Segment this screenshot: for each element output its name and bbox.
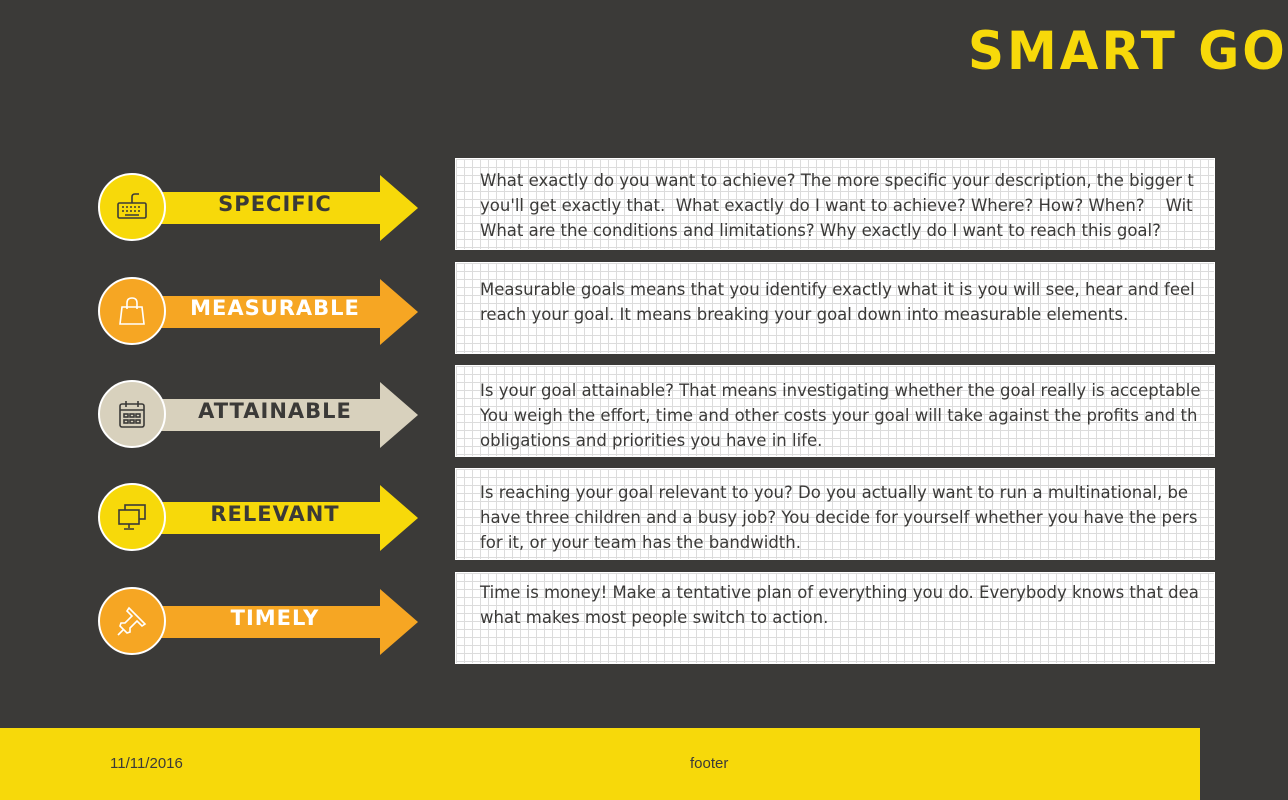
description-panel (455, 158, 1215, 250)
icon-badge (98, 173, 166, 241)
description-panel (455, 572, 1215, 664)
description-panel (455, 262, 1215, 354)
monitors-icon (115, 500, 149, 534)
description-line: What are the conditions and limitations? Why exactly do I want to reach this goal? (480, 221, 1161, 240)
row-label: RELEVANT (210, 502, 340, 526)
calendar-icon (115, 397, 149, 431)
keyboard-icon (115, 190, 149, 224)
footer-bar (0, 728, 1200, 800)
smart-row-attainable (0, 365, 1200, 463)
description-panel (455, 468, 1215, 560)
smart-row-timely (0, 572, 1200, 670)
shopping-bag-icon (115, 294, 149, 328)
description-line: You weigh the effort, time and other costs your goal will take against the profits and th (480, 406, 1198, 425)
smart-row-specific (0, 158, 1200, 256)
icon-badge (98, 587, 166, 655)
icon-badge (98, 380, 166, 448)
description-line: obligations and priorities you have in life. (480, 431, 823, 450)
description-line: Time is money! Make a tentative plan of everything you do. Everybody knows that dea (480, 583, 1199, 602)
smart-row-relevant (0, 468, 1200, 566)
description-panel (455, 365, 1215, 457)
description-line: you'll get exactly that. What exactly do I want to achieve? Where? How? When? Wit (480, 196, 1193, 215)
description-line: Measurable goals means that you identify exactly what it is you will see, hear and feel (480, 280, 1195, 299)
footer-text: footer (690, 755, 729, 772)
row-label: TIMELY (230, 606, 320, 630)
smart-row-measurable (0, 262, 1200, 360)
icon-badge (98, 277, 166, 345)
description-line: Is your goal attainable? That means investigating whether the goal really is acceptable (480, 381, 1201, 400)
row-label: SPECIFIC (218, 192, 332, 216)
footer-date: 11/11/2016 (110, 755, 183, 772)
description-line: have three children and a busy job? You decide for yourself whether you have the pers (480, 508, 1198, 527)
description-line: Is reaching your goal relevant to you? Do you actually want to run a multinational, be (480, 483, 1189, 502)
pushpin-icon (115, 604, 149, 638)
slide-title: SMART GO (968, 20, 1288, 82)
description-line: reach your goal. It means breaking your goal down into measurable elements. (480, 305, 1129, 324)
row-label: MEASURABLE (190, 296, 360, 320)
description-line: for it, or your team has the bandwidth. (480, 533, 801, 552)
row-label: ATTAINABLE (198, 399, 352, 423)
description-line: what makes most people switch to action. (480, 608, 829, 627)
icon-badge (98, 483, 166, 551)
description-line: What exactly do you want to achieve? The more specific your description, the bigger t (480, 171, 1194, 190)
